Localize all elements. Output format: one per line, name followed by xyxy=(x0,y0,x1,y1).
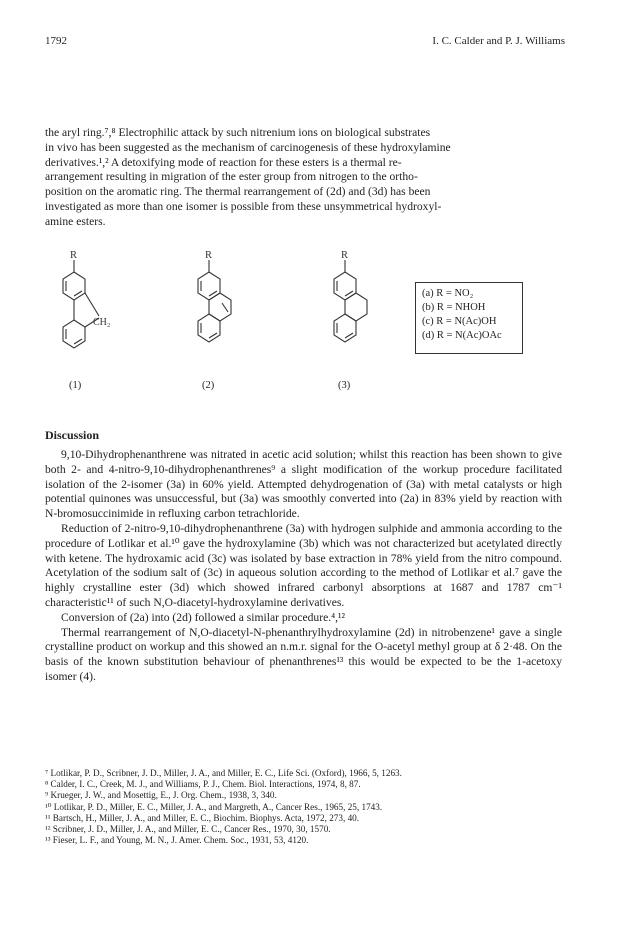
footnote: ⁸ Calder, I. C., Creek, M. J., and Williams, P. J., Chem. Biol. Interactions, 1974, 8, 87. xyxy=(45,779,361,790)
legend-entry-a: (a) R = NO₂ xyxy=(422,288,474,299)
substituent-label: R xyxy=(205,250,213,261)
intro-paragraph xyxy=(45,126,562,230)
footnote: ⁷ Lotlikar, P. D., Scribner, J. D., Miller, J. A., and Miller, E. C., Life Sci. (Oxford), 1966, 5, 1263. xyxy=(45,768,402,778)
substituent-label: R xyxy=(341,250,349,261)
discussion-paragraph: Thermal rearrangement of N,O-diacetyl-N-phenanthrylhydroxylamine (2d) in nitrobenzene¹ gave a single crystalline product on workup and this showed an n.m.r. signal for the O-acetyl methyl group at δ 2·48. On the basis of the known substitution behaviour of phenanthrenes¹³ this would be expected to be the 1-acetoxy isomer (4). xyxy=(45,625,562,683)
running-authors: I. C. Calder and P. J. Williams xyxy=(432,35,565,47)
intro-line: derivatives.¹,² A detoxifying mode of reaction for these esters is a thermal re- xyxy=(45,155,402,169)
discussion-paragraph: Reduction of 2-nitro-9,10-dihydrophenanthrene (3a) with hydrogen sulphide and ammonia according to the procedure of Lotlikar et al.¹⁰ gave the hydroxylamine (3b) which was not characterized but acetylated directly with ketene. The hydroxamic acid (3c) was isolated by base extraction in 78% yield from the nitro compound. Acetylation of the sodium salt of (3c) in aqueous solution according to the method of Lotlikar et al.⁷ gave the highly crystalline ester (3d) which showed infrared carbonyl absorptions at 1687 and 1787 cm⁻¹ characteristic¹¹ of such N,O-diacetyl-hydroxylamine derivatives. xyxy=(45,521,562,609)
substituent-legend xyxy=(415,282,523,354)
intro-line: in vivo has been suggested as the mechanism of carcinogenesis of these hydroxylamine xyxy=(45,140,451,154)
compound-label-3: (3) xyxy=(338,380,351,391)
footnote: ¹¹ Bartsch, H., Miller, J. A., and Miller, E. C., Biochim. Biophys. Acta, 1972, 273, 40. xyxy=(45,812,360,823)
ch2-label: CH₂ xyxy=(93,317,111,328)
intro-line: arrangement resulting in migration of the ester group from nitrogen to the ortho- xyxy=(45,170,418,184)
intro-line: amine esters. xyxy=(45,214,106,228)
structure-3 xyxy=(334,250,367,342)
footnote: ¹² Scribner, J. D., Miller, J. A., and Miller, E. C., Cancer Res., 1970, 30, 1570. xyxy=(45,824,331,835)
footnotes xyxy=(45,768,565,846)
intro-line: investigated as more than one isomer is possible from these unsymmetrical hydroxyl- xyxy=(45,199,442,213)
legend-entry-b: (b) R = NHOH xyxy=(422,302,486,313)
compound-label-1: (1) xyxy=(69,380,82,391)
footnote: ¹³ Fieser, L. F., and Young, M. N., J. Amer. Chem. Soc., 1931, 53, 4120. xyxy=(45,835,309,846)
structures-figure xyxy=(45,246,562,406)
page-number: 1792 xyxy=(45,35,67,47)
intro-line: the aryl ring.⁷,⁸ Electrophilic attack by such nitrenium ions on biological substrates xyxy=(45,126,431,139)
discussion-body xyxy=(45,448,562,685)
intro-line: position on the aromatic ring. The thermal rearrangement of (2d) and (3d) has been xyxy=(45,185,431,199)
footnote: ⁹ Krueger, J. W., and Mosettig, E., J. Org. Chem., 1938, 3, 340. xyxy=(45,790,277,801)
structure-1 xyxy=(63,250,110,348)
structure-2 xyxy=(198,250,231,342)
discussion-paragraph: Conversion of (2a) into (2d) followed a similar procedure.⁴,¹² xyxy=(61,610,346,624)
discussion-paragraph: 9,10-Dihydrophenanthrene was nitrated in acetic acid solution; whilst this reaction has been shown to give both 2- and 4-nitro-9,10-dihydrophenanthrenes⁹ a slight modification of the workup procedure facilitated isolation of the 2-isomer (3a) in 60% yield. Attempted dehydrogenation of (3a) with metal catalysts or high potential quinones was unsuccessful, but (3a) was smoothly converted into (2a) in 83% yield by reaction with N-bromosuccinimide in refluxing carbon tetrachloride. xyxy=(45,448,562,521)
section-heading: Discussion xyxy=(45,428,100,442)
footnote: ¹⁰ Lotlikar, P. D., Miller, E. C., Miller, J. A., and Margreth, A., Cancer Res., 1965, 25, 1743. xyxy=(45,801,383,812)
compound-label-2: (2) xyxy=(202,380,215,391)
legend-entry-c: (c) R = N(Ac)OH xyxy=(422,316,497,327)
substituent-label: R xyxy=(70,250,78,261)
legend-entry-d: (d) R = N(Ac)OAc xyxy=(422,330,502,341)
